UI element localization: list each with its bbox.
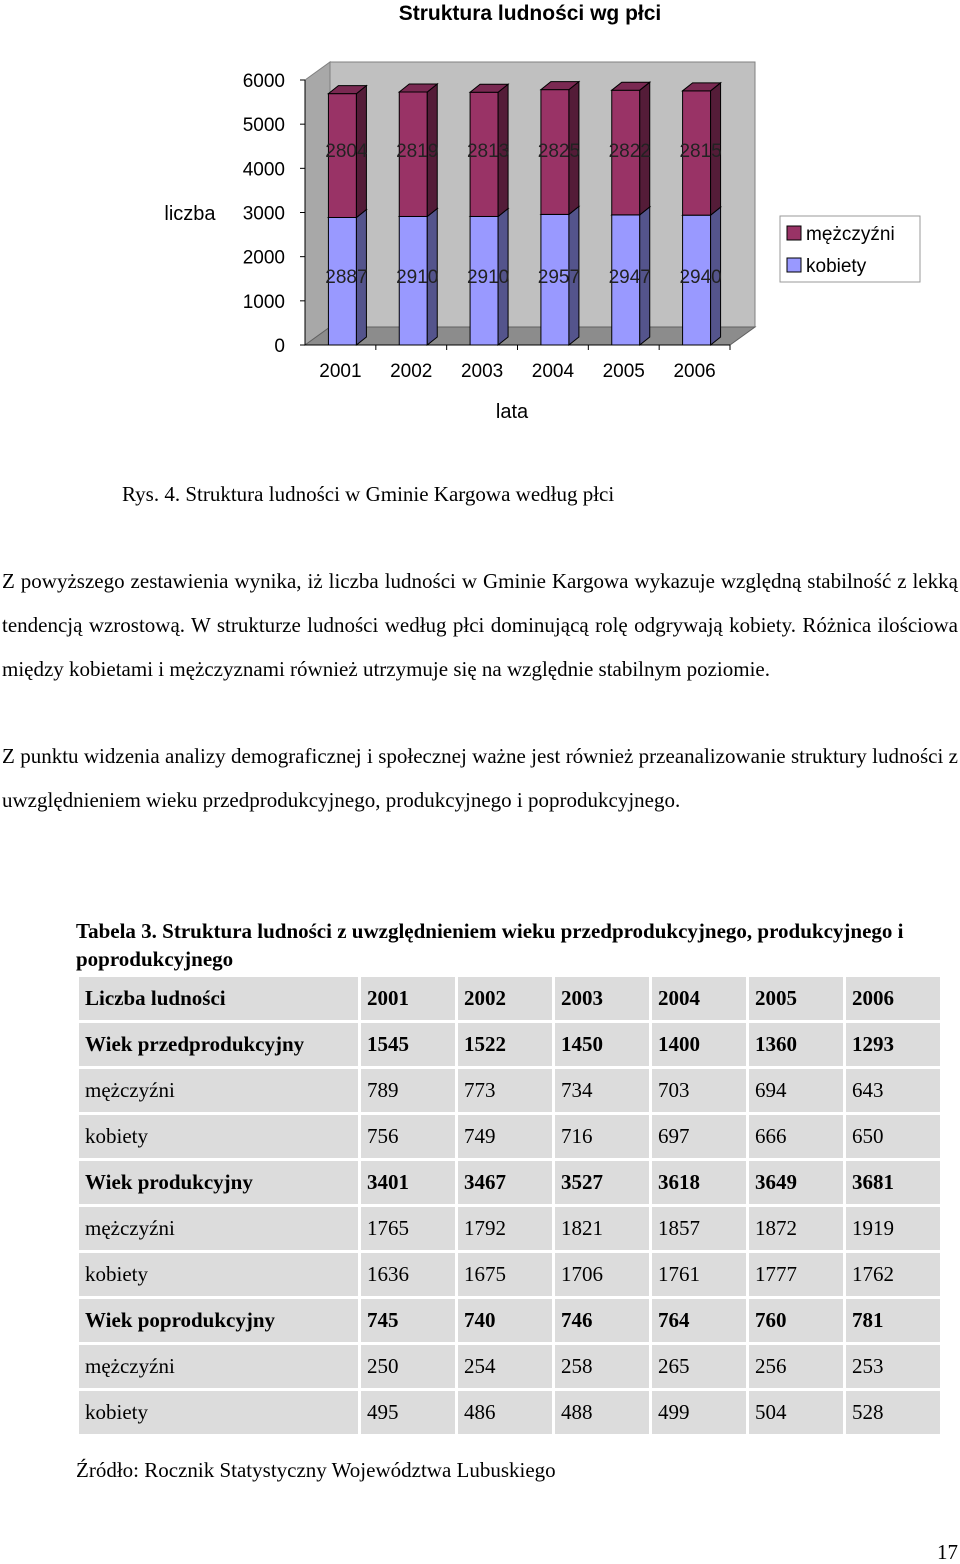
x-tick-label: 2004 xyxy=(531,361,575,382)
table-title: Tabela 3. Struktura ludności z uwzględnieniem wieku przedprodukcyjnego, produkcyjnego i poprodukcyjnego xyxy=(76,919,904,971)
population-by-sex-chart xyxy=(0,0,960,440)
table-cell: 1761 xyxy=(652,1253,746,1296)
row-label: Wiek poprodukcyjny xyxy=(79,1299,358,1342)
table-cell: 1706 xyxy=(555,1253,649,1296)
table-row xyxy=(79,1115,940,1158)
table-cell: 2005 xyxy=(749,977,843,1020)
table-cell: 760 xyxy=(749,1299,843,1342)
x-tick-label: 2002 xyxy=(390,361,433,382)
y-axis-ticks xyxy=(243,71,305,357)
y-tick-label: 3000 xyxy=(242,203,285,225)
table-row xyxy=(79,1161,940,1204)
table-row xyxy=(79,1391,940,1434)
row-label: mężczyźni xyxy=(79,1069,358,1112)
table-cell: 1765 xyxy=(361,1207,455,1250)
x-tick-label: 2006 xyxy=(673,361,716,382)
table-cell: 1857 xyxy=(652,1207,746,1250)
y-tick-label: 0 xyxy=(274,336,285,357)
row-label: Liczba ludności xyxy=(79,977,358,1020)
table-cell: 773 xyxy=(458,1069,552,1112)
data-label: 2822 xyxy=(608,141,651,162)
data-label: 2947 xyxy=(608,267,651,288)
x-tick-label: 2003 xyxy=(460,361,504,382)
paragraph-2: Z punktu widzenia analizy demograficznej i społecznej ważne jest również przeanalizowanie struktury ludności z uwzględnieniem wieku przedprodukcyjnego, produkcyjnego i poprodukcyjnego. xyxy=(2,744,958,812)
table-cell: 2003 xyxy=(555,977,649,1020)
table-cell: 488 xyxy=(555,1391,649,1434)
data-label: 2940 xyxy=(679,267,722,288)
table-cell: 1545 xyxy=(361,1023,455,1066)
data-label: 2825 xyxy=(537,141,581,162)
x-tick-label: 2005 xyxy=(602,361,645,382)
table-cell: 1293 xyxy=(846,1023,940,1066)
row-label: kobiety xyxy=(79,1391,358,1434)
table-cell: 643 xyxy=(846,1069,940,1112)
table-cell: 756 xyxy=(361,1115,455,1158)
table-cell: 650 xyxy=(846,1115,940,1158)
y-tick-label: 6000 xyxy=(242,71,285,92)
chart-title: Struktura ludności wg płci xyxy=(398,2,662,25)
table-cell: 1636 xyxy=(361,1253,455,1296)
data-label: 2815 xyxy=(679,141,722,162)
table-cell: 486 xyxy=(458,1391,552,1434)
table-cell: 745 xyxy=(361,1299,455,1342)
y-tick-label: 4000 xyxy=(242,159,285,181)
table-cell: 1450 xyxy=(555,1023,649,1066)
table-cell: 1360 xyxy=(749,1023,843,1066)
table-cell: 3649 xyxy=(749,1161,843,1204)
table-cell: 749 xyxy=(458,1115,552,1158)
table-row xyxy=(79,1023,940,1066)
legend-label-women: kobiety xyxy=(806,256,867,277)
table-cell: 256 xyxy=(749,1345,843,1388)
age-structure-table xyxy=(76,974,943,1437)
table-cell: 740 xyxy=(458,1299,552,1342)
table-cell: 703 xyxy=(652,1069,746,1112)
table-cell: 764 xyxy=(652,1299,746,1342)
table-cell: 250 xyxy=(361,1345,455,1388)
row-label: kobiety xyxy=(79,1253,358,1296)
table-row xyxy=(79,1299,940,1342)
source-note: Źródło: Rocznik Statystyczny Województwa Lubuskiego xyxy=(76,1458,556,1482)
table-cell: 1777 xyxy=(749,1253,843,1296)
table-cell: 265 xyxy=(652,1345,746,1388)
table-cell: 254 xyxy=(458,1345,552,1388)
table-cell: 781 xyxy=(846,1299,940,1342)
table-row xyxy=(79,1069,940,1112)
table-cell: 499 xyxy=(652,1391,746,1434)
table-cell: 528 xyxy=(846,1391,940,1434)
x-tick-label: 2001 xyxy=(319,361,362,382)
table-cell: 1792 xyxy=(458,1207,552,1250)
x-axis-ticks xyxy=(319,345,730,382)
table-cell: 3401 xyxy=(361,1161,455,1204)
table-cell: 716 xyxy=(555,1115,649,1158)
table-cell: 3527 xyxy=(555,1161,649,1204)
figure-caption: Rys. 4. Struktura ludności w Gminie Kargowa według płci xyxy=(122,482,615,506)
table-cell: 2004 xyxy=(652,977,746,1020)
y-tick-label: 5000 xyxy=(242,115,285,137)
table-cell: 2001 xyxy=(361,977,455,1020)
table-cell: 1675 xyxy=(458,1253,552,1296)
table-cell: 1522 xyxy=(458,1023,552,1066)
data-label: 2819 xyxy=(396,141,439,162)
y-tick-label: 1000 xyxy=(242,291,285,313)
table-cell: 3467 xyxy=(458,1161,552,1204)
row-label: Wiek przedprodukcyjny xyxy=(79,1023,358,1066)
paragraph-1: Z powyższego zestawienia wynika, iż liczba ludności w Gminie Kargowa wykazuje względną stabilność z lekką tendencją wzrostową. W strukturze ludności według płci dominującą rolę odgrywają kobiety. Różnica ilościowa między kobietami i mężczyznami również utrzymuje się na względnie stabilnym poziomie. xyxy=(2,569,958,681)
data-label: 2910 xyxy=(466,267,510,288)
table-row xyxy=(79,1253,940,1296)
table-cell: 1400 xyxy=(652,1023,746,1066)
legend xyxy=(780,216,920,282)
row-label: Wiek produkcyjny xyxy=(79,1161,358,1204)
row-label: kobiety xyxy=(79,1115,358,1158)
legend-swatch-women xyxy=(787,258,801,272)
data-label: 2813 xyxy=(466,141,510,162)
table-cell: 1872 xyxy=(749,1207,843,1250)
data-label: 2910 xyxy=(396,267,439,288)
row-label: mężczyźni xyxy=(79,1207,358,1250)
legend-swatch-men xyxy=(787,226,801,240)
table-cell: 3618 xyxy=(652,1161,746,1204)
table-cell: 1919 xyxy=(846,1207,940,1250)
page-number: 17 xyxy=(937,1540,958,1564)
table-cell: 1821 xyxy=(555,1207,649,1250)
y-tick-label: 2000 xyxy=(242,247,285,269)
table-cell: 3681 xyxy=(846,1161,940,1204)
table-cell: 2002 xyxy=(458,977,552,1020)
table-cell: 253 xyxy=(846,1345,940,1388)
table-cell: 694 xyxy=(749,1069,843,1112)
table-cell: 789 xyxy=(361,1069,455,1112)
x-axis-label: lata xyxy=(495,401,529,423)
row-label: mężczyźni xyxy=(79,1345,358,1388)
table-cell: 697 xyxy=(652,1115,746,1158)
table-cell: 734 xyxy=(555,1069,649,1112)
table-row xyxy=(79,1345,940,1388)
table-cell: 666 xyxy=(749,1115,843,1158)
table-cell: 2006 xyxy=(846,977,940,1020)
legend-label-men: mężczyźni xyxy=(806,224,895,245)
table-cell: 495 xyxy=(361,1391,455,1434)
table-cell: 504 xyxy=(749,1391,843,1434)
data-label: 2804 xyxy=(325,141,368,162)
table-header-row xyxy=(79,977,940,1020)
table-cell: 746 xyxy=(555,1299,649,1342)
table-cell: 1762 xyxy=(846,1253,940,1296)
data-label: 2887 xyxy=(325,267,368,288)
y-axis-label: liczba xyxy=(164,203,216,225)
table-cell: 258 xyxy=(555,1345,649,1388)
data-label: 2957 xyxy=(537,267,581,288)
table-row xyxy=(79,1207,940,1250)
